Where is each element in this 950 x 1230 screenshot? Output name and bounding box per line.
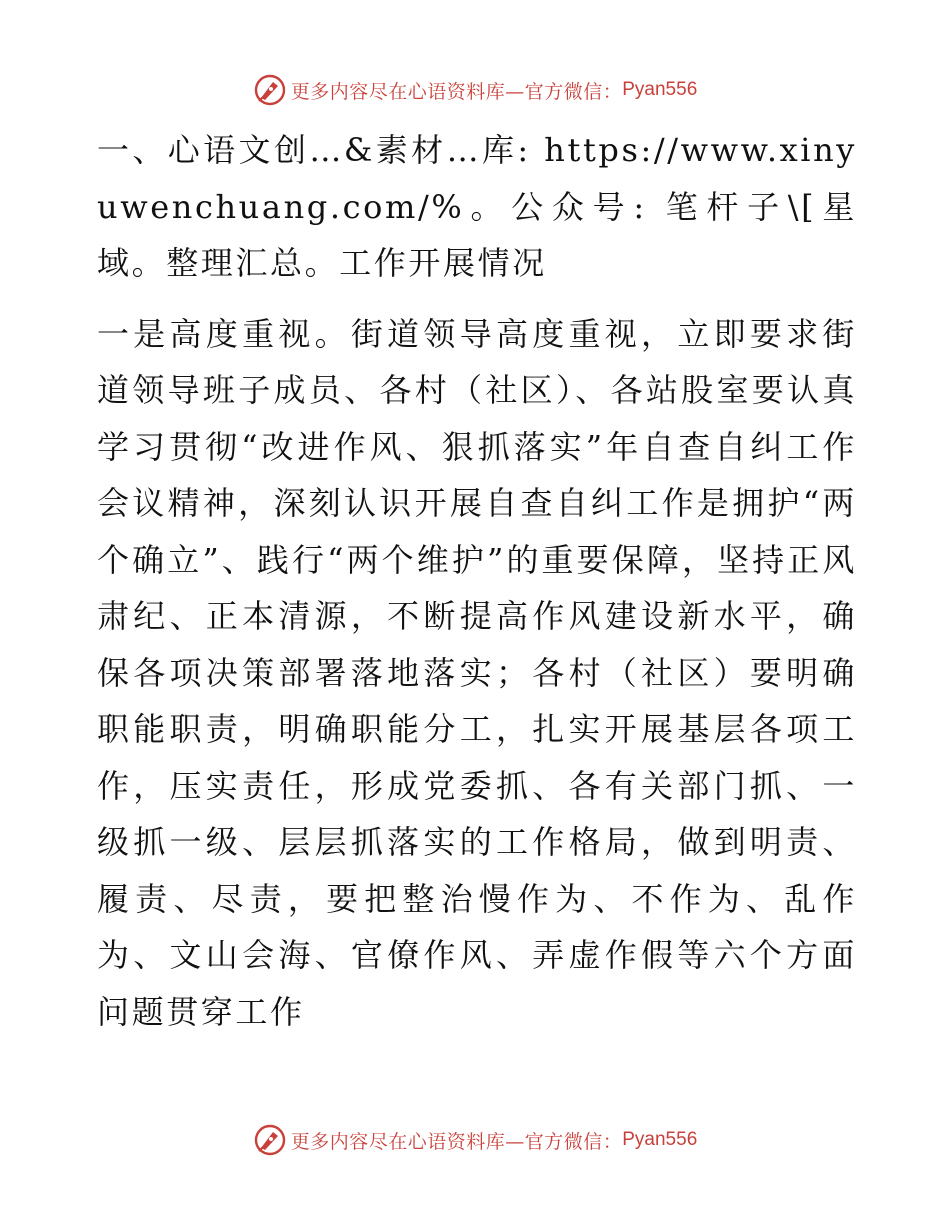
banner-text: 更多内容尽在心语资料库—官方微信： [290, 1130, 623, 1153]
banner-text: 更多内容尽在心语资料库—官方微信： [290, 80, 623, 103]
banner-contact: Pyan556 [622, 79, 698, 100]
banner-contact: Pyan556 [622, 1129, 698, 1150]
pen-nib-logo-icon [253, 73, 287, 107]
header-banner [0, 70, 950, 110]
pen-nib-logo-icon [253, 1123, 287, 1157]
paragraph-intro: 一、心语文创…&素材…库: https://www.xinyuwenchuang.com/%。公众号: 笔杆子\[星域。整理汇总。工作开展情况 [97, 131, 857, 282]
paragraph-main: 一是高度重视。街道领导高度重视，立即要求街道领导班子成员、各村（社区）、各站股室要认真学习贯彻“改进作风、狠抓落实”年自查自纠工作会议精神，深刻认识开展自查自纠工作是拥护“两个确立”、践行“两个维护”的重要保障，坚持正风肃纪、正本清源，不断提高作风建设新水平，确保各项决策部署落地落实；各村（社区）要明确职能职责，明确职能分工，扎实开展基层各项工作，压实责任，形成党委抓、各有关部门抓、一级抓一级、层层抓落实的工作格局，做到明责、履责、尽责，要把整治慢作为、不作为、乱作为、文山会海、官僚作风、弄虚作假等六个方面问题贯穿工作 [97, 314, 857, 1031]
footer-banner [0, 1120, 950, 1160]
document-body [97, 122, 857, 1040]
